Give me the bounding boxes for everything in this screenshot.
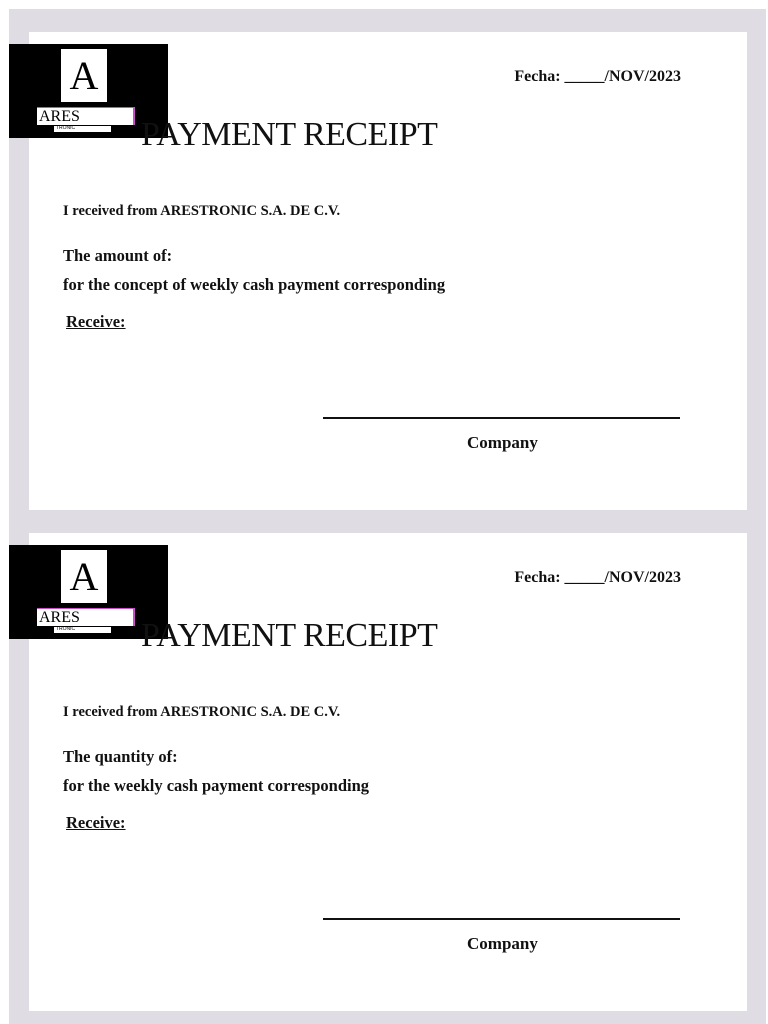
logo-name-box — [37, 608, 135, 626]
amount-label: The quantity of: — [63, 747, 178, 766]
receipt-title: PAYMENT RECEIPT — [141, 116, 438, 153]
logo-sub-text: TRONIC — [56, 125, 76, 131]
logo-mark-box — [61, 49, 107, 102]
receipt-bottom — [29, 533, 747, 1011]
date-field: Fecha: _____/NOV/2023 — [514, 68, 681, 85]
logo-sub-box — [54, 627, 111, 633]
logo-name-text: ARES — [39, 108, 80, 125]
logo-mark-box — [61, 550, 107, 603]
signature-label: Company — [467, 433, 538, 452]
receive-label: Receive: — [66, 312, 126, 331]
logo-sub-text: TRONIC — [56, 626, 76, 632]
receipt-title: PAYMENT RECEIPT — [141, 617, 438, 654]
signature-line — [323, 918, 680, 920]
received-from-text: I received from ARESTRONIC S.A. DE C.V. — [63, 704, 341, 720]
logo-sub-box — [54, 126, 111, 132]
receipt-top — [29, 32, 747, 510]
date-field: Fecha: _____/NOV/2023 — [514, 569, 681, 586]
signature-label: Company — [467, 934, 538, 953]
logo-mark-letter: A — [69, 554, 99, 599]
concept-text: for the concept of weekly cash payment corresponding — [63, 275, 446, 294]
logo-name-text: ARES — [39, 609, 80, 626]
logo-name-box — [37, 107, 135, 125]
signature-line — [323, 417, 680, 419]
amount-label: The amount of: — [63, 246, 173, 265]
receive-label: Receive: — [66, 813, 126, 832]
logo-mark-letter: A — [69, 53, 99, 98]
received-from-text: I received from ARESTRONIC S.A. DE C.V. — [63, 203, 341, 219]
concept-text: for the weekly cash payment corresponding — [63, 776, 370, 795]
